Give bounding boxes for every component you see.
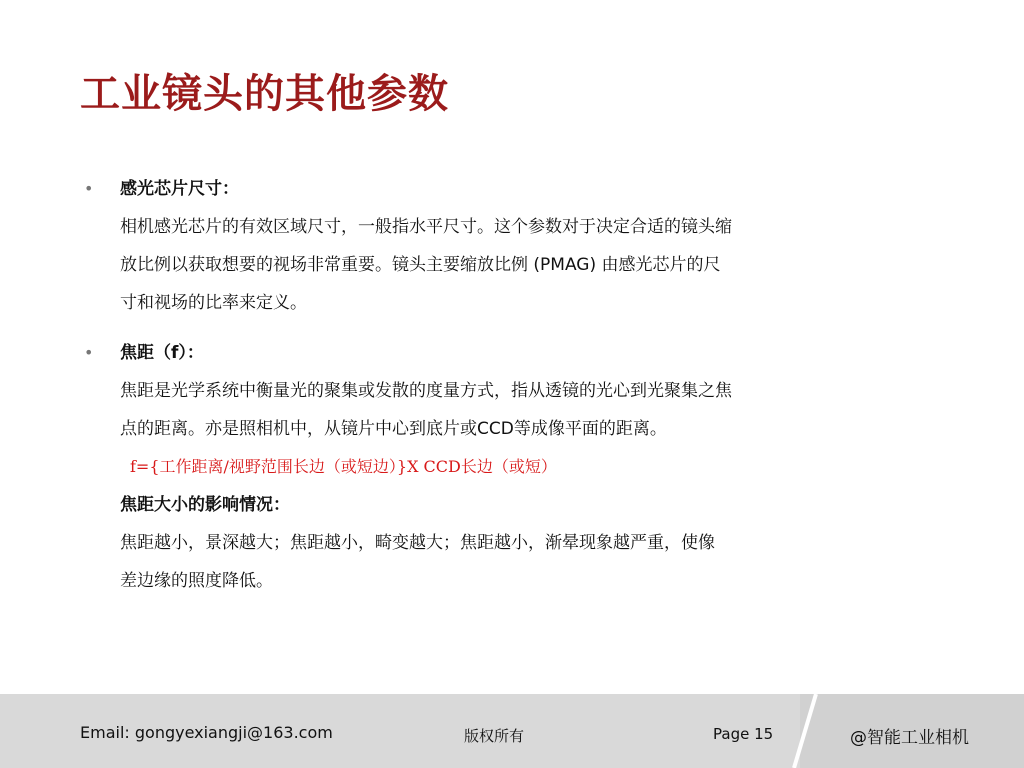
- footer-email: Email: gongyexiangji@163.com: [80, 723, 333, 742]
- focal-length-formula: f={工作距离/视野范围长边（或短边）}X CCD长边（或短）: [130, 457, 557, 476]
- body-line: 焦距是光学系统中衡量光的聚集或发散的度量方式，指从透镜的光心到光聚集之焦: [120, 381, 732, 401]
- footer-brand: @智能工业相机: [850, 728, 969, 748]
- item-heading: 焦距（f）：: [120, 343, 204, 363]
- body-line: 点的距离。亦是照相机中，从镜片中心到底片或CCD等成像平面的距离。: [120, 419, 667, 439]
- bullet-item-focal-length: [84, 334, 944, 600]
- footer-divider-icon: [790, 694, 820, 768]
- slide-content: [84, 170, 944, 612]
- bullet-item-sensor-size: [84, 170, 944, 322]
- footer-copyright: 版权所有: [464, 727, 525, 745]
- effect-line: 差边缘的照度降低。: [120, 571, 273, 591]
- item-heading: 感光芯片尺寸：: [120, 179, 239, 199]
- body-line: 放比例以获取想要的视场非常重要。镜头主要缩放比例 (PMAG) 由感光芯片的尺: [120, 255, 721, 275]
- item-subheading: 焦距大小的影响情况：: [120, 495, 290, 515]
- slide-title: 工业镜头的其他参数: [80, 71, 449, 117]
- body-line: 相机感光芯片的有效区域尺寸，一般指水平尺寸。这个参数对于决定合适的镜头缩: [120, 217, 732, 237]
- footer-page-number: Page 15: [713, 725, 774, 743]
- body-line: 寸和视场的比率来定义。: [120, 293, 307, 313]
- bullet-icon: •: [84, 179, 94, 198]
- effect-line: 焦距越小，景深越大；焦距越小，畸变越大；焦距越小，渐晕现象越严重，使像: [120, 533, 715, 553]
- bullet-icon: •: [84, 343, 94, 362]
